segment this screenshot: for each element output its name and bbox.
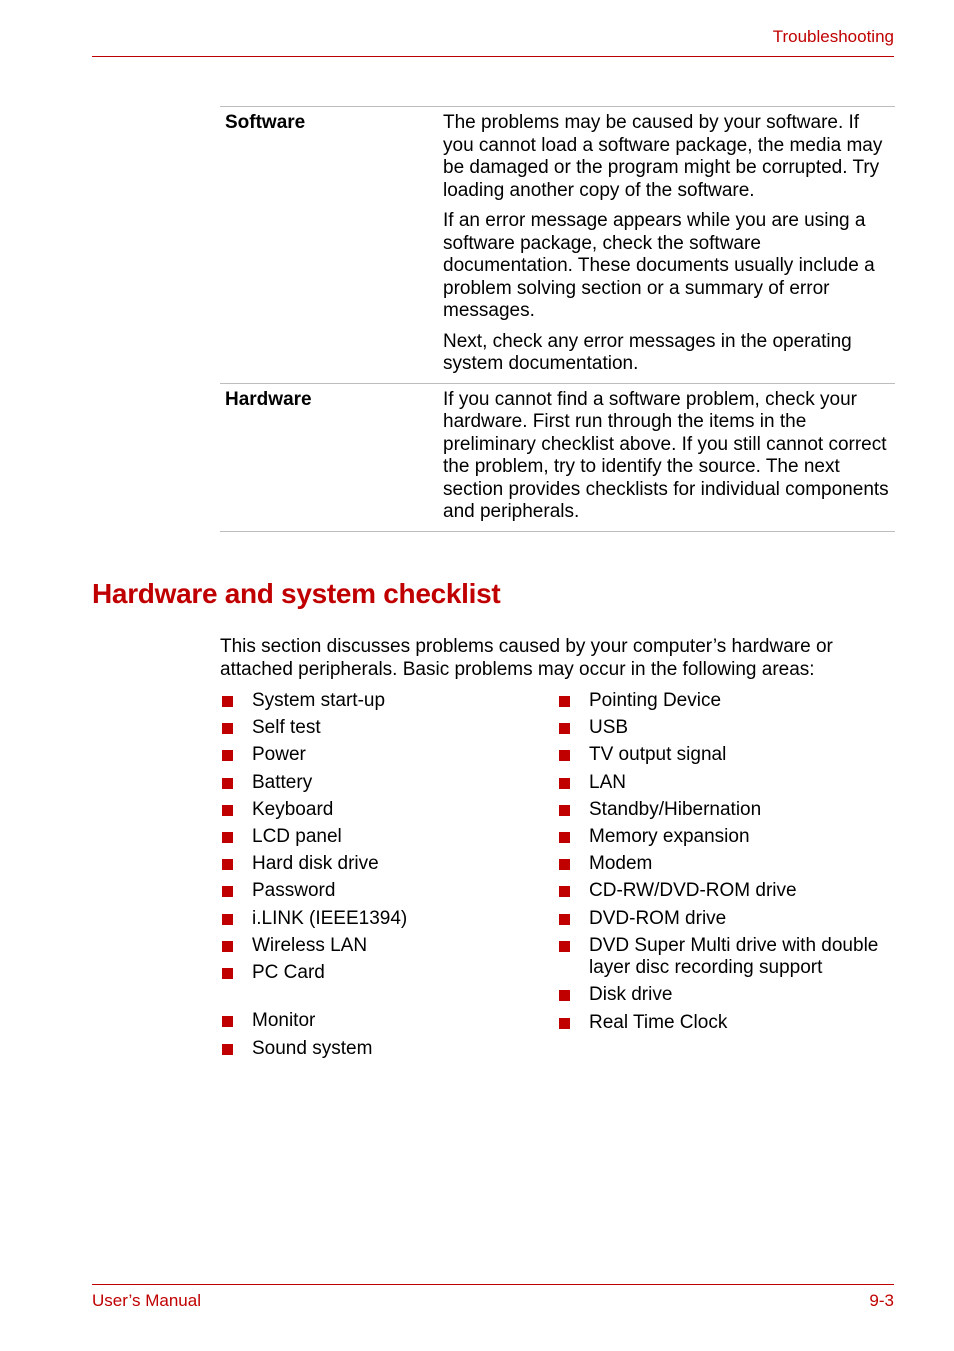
- row-description: [443, 112, 895, 376]
- checklist-left: [220, 690, 540, 1065]
- list-item: Pointing Device: [557, 690, 877, 713]
- square-bullet-icon: [559, 941, 570, 952]
- list-item: DVD-ROM drive: [557, 908, 877, 931]
- square-bullet-icon: [222, 914, 233, 925]
- table-row-hardware: [220, 384, 895, 532]
- description-paragraph: Next, check any error messages in the operating system documentation.: [443, 330, 852, 374]
- description-paragraph: If you cannot find a software problem, check your hardware. First run through the items in the preliminary checklist above. If you still cannot correct the problem, try to identify the source. The next section provides checklists for individual components and peripherals.: [443, 388, 889, 522]
- list-item: CD-RW/DVD-ROM drive: [557, 880, 877, 903]
- square-bullet-icon: [222, 1044, 233, 1055]
- list-item: i.LINK (IEEE1394): [220, 908, 540, 931]
- square-bullet-icon: [222, 750, 233, 761]
- square-bullet-icon: [559, 832, 570, 843]
- section-intro: This section discusses problems caused by your computer’s hardware or attached peripherals. Basic problems may occur in the following areas:: [220, 636, 833, 680]
- description-paragraph: The problems may be caused by your software. If you cannot load a software package, the media may be damaged or the program might be corrupted. Try loading another copy of the software.: [443, 112, 883, 201]
- footer-page-number: 9-3: [869, 1291, 894, 1310]
- description-paragraph: If an error message appears while you are using a software package, check the software documentation. These documents usually include a problem solving section or a summary of error messages.: [443, 210, 875, 321]
- square-bullet-icon: [559, 750, 570, 761]
- square-bullet-icon: [559, 778, 570, 789]
- square-bullet-icon: [559, 696, 570, 707]
- row-description: [443, 389, 895, 524]
- square-bullet-icon: [559, 990, 570, 1001]
- list-item: Power: [220, 744, 540, 767]
- square-bullet-icon: [559, 886, 570, 897]
- square-bullet-icon: [222, 723, 233, 734]
- list-item: Standby/Hibernation: [557, 799, 877, 822]
- list-item: System start-up: [220, 690, 540, 713]
- running-header: Troubleshooting: [772, 27, 894, 46]
- square-bullet-icon: [559, 805, 570, 816]
- table-row-software: [220, 107, 895, 384]
- list-item: Self test: [220, 717, 540, 740]
- row-label: Hardware: [225, 388, 312, 410]
- checklist-right: [557, 690, 877, 1039]
- header-rule: [92, 56, 894, 57]
- list-item: Wireless LAN: [220, 935, 540, 958]
- list-item: USB: [557, 717, 877, 740]
- list-item: Modem: [557, 853, 877, 876]
- square-bullet-icon: [559, 723, 570, 734]
- list-item: Real Time Clock: [557, 1012, 877, 1035]
- square-bullet-icon: [222, 968, 233, 979]
- list-item: Battery: [220, 772, 540, 795]
- square-bullet-icon: [559, 859, 570, 870]
- list-item: LAN: [557, 772, 877, 795]
- square-bullet-icon: [222, 941, 233, 952]
- list-item: TV output signal: [557, 744, 877, 767]
- square-bullet-icon: [222, 859, 233, 870]
- footer-rule: [92, 1284, 894, 1285]
- troubleshooting-table: [220, 106, 895, 532]
- list-item: LCD panel: [220, 826, 540, 849]
- list-item: Monitor: [220, 1010, 540, 1033]
- list-item: Sound system: [220, 1038, 540, 1061]
- square-bullet-icon: [222, 832, 233, 843]
- list-item: DVD Super Multi drive with double layer disc recording support: [557, 935, 879, 980]
- square-bullet-icon: [222, 1016, 233, 1027]
- section-heading: Hardware and system checklist: [92, 578, 501, 609]
- row-label: Software: [225, 112, 306, 133]
- square-bullet-icon: [559, 1018, 570, 1029]
- square-bullet-icon: [222, 805, 233, 816]
- square-bullet-icon: [222, 696, 233, 707]
- square-bullet-icon: [222, 778, 233, 789]
- list-item: Hard disk drive: [220, 853, 540, 876]
- footer-manual-title: User’s Manual: [92, 1291, 201, 1310]
- square-bullet-icon: [559, 914, 570, 925]
- list-item: PC Card: [220, 962, 540, 985]
- list-item: Memory expansion: [557, 826, 877, 849]
- list-item: Keyboard: [220, 799, 540, 822]
- list-item: Disk drive: [557, 984, 877, 1007]
- square-bullet-icon: [222, 886, 233, 897]
- list-item: Password: [220, 880, 540, 903]
